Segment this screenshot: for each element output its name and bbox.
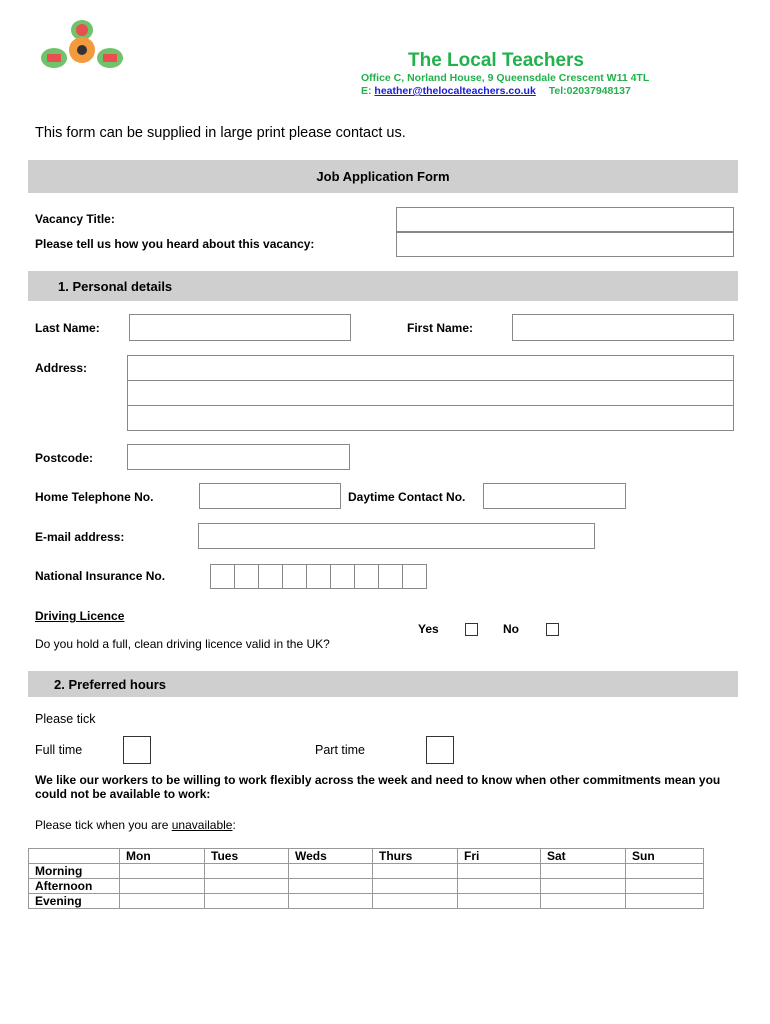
please-tick: Please tick <box>35 712 96 726</box>
table-cell[interactable] <box>120 864 205 879</box>
table-cell[interactable] <box>541 864 626 879</box>
day-header: Thurs <box>373 849 458 864</box>
table-cell[interactable] <box>289 894 373 909</box>
table-cell[interactable] <box>458 879 541 894</box>
ni-box[interactable] <box>330 564 355 589</box>
slot-label: Evening <box>29 894 120 909</box>
ni-box[interactable] <box>306 564 331 589</box>
table-row <box>29 864 704 879</box>
last-name-label: Last Name: <box>35 321 100 335</box>
driving-question: Do you hold a full, clean driving licence valid in the UK? <box>35 637 330 651</box>
ni-box[interactable] <box>234 564 259 589</box>
org-address: Office C, Norland House, 9 Queensdale Crescent W11 4TL <box>361 72 650 84</box>
ni-box[interactable] <box>210 564 235 589</box>
ni-box[interactable] <box>258 564 283 589</box>
postcode-label: Postcode: <box>35 451 94 465</box>
heard-label: Please tell us how you heard about this vacancy: <box>35 237 315 251</box>
vacancy-title-label: Vacancy Title: <box>35 212 115 226</box>
driving-yes-checkbox[interactable] <box>465 623 478 636</box>
form-title: Job Application Form <box>316 169 450 184</box>
part-time-label: Part time <box>315 743 366 757</box>
daytime-field[interactable] <box>483 483 626 509</box>
heard-field[interactable] <box>396 232 734 257</box>
tick-word: unavailable <box>171 818 233 832</box>
table-cell[interactable] <box>373 894 458 909</box>
address-line-3[interactable] <box>127 405 734 431</box>
driving-yes-label: Yes <box>418 622 439 636</box>
section1-bar <box>28 271 738 301</box>
last-name-field[interactable] <box>129 314 351 341</box>
email-label: E-mail address: <box>35 530 125 544</box>
home-tel-label: Home Telephone No. <box>35 490 154 504</box>
day-header: Mon <box>120 849 205 864</box>
part-time-checkbox[interactable] <box>426 736 454 764</box>
table-cell[interactable] <box>205 879 289 894</box>
table-cell[interactable] <box>289 879 373 894</box>
tick-prefix: Please tick when you are <box>35 818 172 832</box>
driving-heading: Driving Licence <box>35 609 125 623</box>
org-contact <box>361 85 631 97</box>
form-title-bar <box>28 160 738 193</box>
address-line-1[interactable] <box>127 355 734 381</box>
email-prefix: E: <box>361 85 372 97</box>
day-header: Tues <box>205 849 289 864</box>
day-header: Weds <box>289 849 373 864</box>
org-name: The Local Teachers <box>408 50 584 71</box>
slot-label: Afternoon <box>29 879 120 894</box>
daytime-label: Daytime Contact No. <box>348 490 466 504</box>
table-cell[interactable] <box>626 894 704 909</box>
ni-box[interactable] <box>378 564 403 589</box>
ni-label: National Insurance No. <box>35 569 166 583</box>
day-header: Fri <box>458 849 541 864</box>
driving-no-label: No <box>503 622 519 636</box>
full-time-label: Full time <box>35 743 83 757</box>
table-cell[interactable] <box>120 894 205 909</box>
ni-box[interactable] <box>402 564 427 589</box>
email-link[interactable]: heather@thelocalteachers.co.uk <box>374 85 536 97</box>
table-cell[interactable] <box>626 864 704 879</box>
tick-suffix: : <box>232 818 236 832</box>
table-cell[interactable] <box>626 879 704 894</box>
table-cell[interactable] <box>205 894 289 909</box>
table-cell[interactable] <box>120 879 205 894</box>
address-label: Address: <box>35 361 88 375</box>
section1-title: 1. Personal details <box>58 279 173 294</box>
vacancy-title-field[interactable] <box>396 207 734 232</box>
table-cell[interactable] <box>205 864 289 879</box>
first-name-label: First Name: <box>407 321 474 335</box>
section2-bar <box>28 671 738 697</box>
section2-title: 2. Preferred hours <box>54 677 166 692</box>
ni-box[interactable] <box>282 564 307 589</box>
home-tel-field[interactable] <box>199 483 341 509</box>
full-time-checkbox[interactable] <box>123 736 151 764</box>
table-cell[interactable] <box>458 894 541 909</box>
tel-text: Tel:02037948137 <box>548 85 631 97</box>
email-field[interactable] <box>198 523 595 549</box>
flex-note: We like our workers to be willing to work flexibly across the week and need to know when other commitments mean you could not be available to work: <box>35 773 721 801</box>
first-name-field[interactable] <box>512 314 734 341</box>
table-cell[interactable] <box>373 864 458 879</box>
address-line-2[interactable] <box>127 380 734 406</box>
table-cell[interactable] <box>373 879 458 894</box>
table-row <box>29 879 704 894</box>
logo <box>40 18 124 72</box>
tick-unavailable-note <box>35 818 236 832</box>
table-cell[interactable] <box>458 864 541 879</box>
ni-boxes <box>210 564 434 589</box>
corner-cell <box>29 849 120 864</box>
day-header: Sat <box>541 849 626 864</box>
availability-table <box>28 848 704 909</box>
table-header-row <box>29 849 704 864</box>
postcode-field[interactable] <box>127 444 350 470</box>
driving-no-checkbox[interactable] <box>546 623 559 636</box>
table-cell[interactable] <box>541 894 626 909</box>
table-row <box>29 894 704 909</box>
table-cell[interactable] <box>289 864 373 879</box>
table-cell[interactable] <box>541 879 626 894</box>
slot-label: Morning <box>29 864 120 879</box>
ni-box[interactable] <box>354 564 379 589</box>
day-header: Sun <box>626 849 704 864</box>
large-print-note: This form can be supplied in large print please contact us. <box>35 125 406 141</box>
